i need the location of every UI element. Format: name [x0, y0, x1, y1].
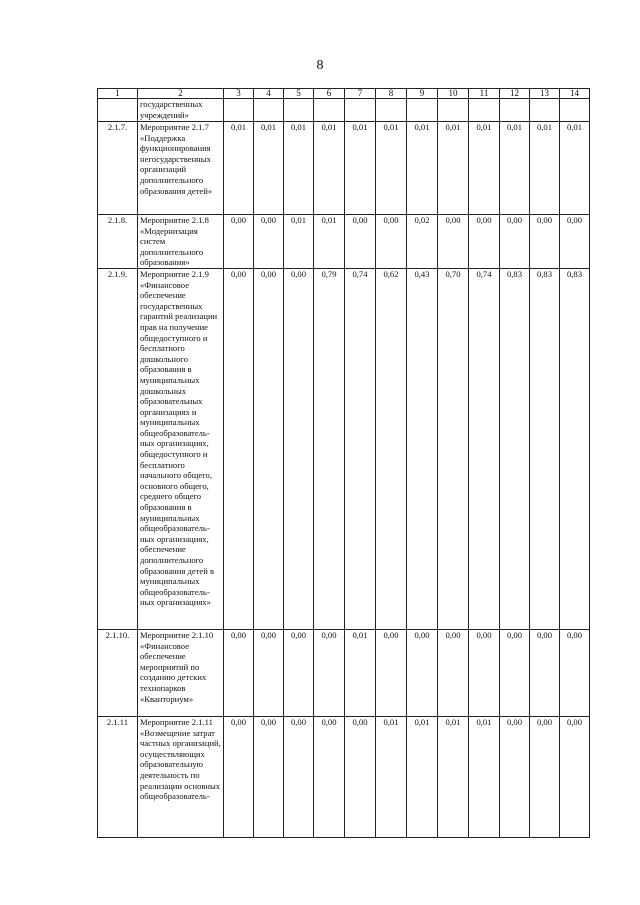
value-cell: 0,79	[314, 268, 345, 629]
value-cell: 0,01	[224, 122, 254, 215]
header-cell: 6	[314, 89, 345, 99]
value-cell: 0,00	[560, 215, 590, 269]
value-cell: 0,00	[560, 716, 590, 837]
value-cell: 0,00	[530, 629, 560, 716]
header-cell: 5	[284, 89, 314, 99]
table-row	[98, 716, 590, 837]
row-number-cell: 2.1.10.	[98, 629, 138, 716]
value-cell	[469, 99, 500, 122]
value-cell: 0,00	[530, 215, 560, 269]
header-cell: 7	[345, 89, 376, 99]
value-cell	[500, 99, 530, 122]
indicator-table	[97, 88, 590, 838]
value-cell: 0,00	[438, 629, 469, 716]
value-cell: 0,01	[438, 122, 469, 215]
value-cell: 0,01	[314, 122, 345, 215]
activity-name-cell: государственных учреждений»	[138, 99, 224, 122]
value-cell: 0,00	[500, 629, 530, 716]
value-cell: 0,01	[469, 716, 500, 837]
value-cell: 0,74	[469, 268, 500, 629]
value-cell: 0,00	[530, 716, 560, 837]
value-cell	[376, 99, 407, 122]
activity-name-cell: Мероприятие 2.1.7 «Поддержка функционирования негосударственных организаций дополнительного образования детей»	[138, 122, 224, 215]
value-cell: 0,01	[314, 215, 345, 269]
value-cell: 0,70	[438, 268, 469, 629]
value-cell: 0,00	[284, 629, 314, 716]
header-row	[98, 89, 590, 99]
header-cell: 11	[469, 89, 500, 99]
value-cell: 0,83	[530, 268, 560, 629]
value-cell: 0,01	[254, 122, 284, 215]
value-cell: 0,01	[469, 122, 500, 215]
value-cell: 0,00	[254, 268, 284, 629]
value-cell: 0,00	[224, 215, 254, 269]
header-cell: 10	[438, 89, 469, 99]
value-cell: 0,43	[407, 268, 438, 629]
value-cell: 0,01	[345, 629, 376, 716]
value-cell	[345, 99, 376, 122]
row-number-cell: 2.1.9.	[98, 268, 138, 629]
value-cell: 0,01	[438, 716, 469, 837]
header-cell: 12	[500, 89, 530, 99]
table-row	[98, 99, 590, 122]
value-cell	[438, 99, 469, 122]
value-cell: 0,01	[500, 122, 530, 215]
header-cell: 3	[224, 89, 254, 99]
value-cell: 0,01	[376, 716, 407, 837]
value-cell: 0,00	[314, 716, 345, 837]
table-row	[98, 215, 590, 269]
row-number-cell	[98, 99, 138, 122]
value-cell: 0,02	[407, 215, 438, 269]
value-cell: 0,00	[224, 716, 254, 837]
value-cell: 0,00	[224, 629, 254, 716]
row-number-cell: 2.1.7.	[98, 122, 138, 215]
value-cell: 0,00	[314, 629, 345, 716]
value-cell	[284, 99, 314, 122]
value-cell: 0,00	[254, 716, 284, 837]
value-cell: 0,00	[254, 215, 284, 269]
value-cell: 0,00	[469, 215, 500, 269]
value-cell: 0,83	[500, 268, 530, 629]
value-cell: 0,00	[345, 716, 376, 837]
value-cell: 0,00	[407, 629, 438, 716]
row-number-cell: 2.1.11	[98, 716, 138, 837]
value-cell: 0,00	[376, 629, 407, 716]
value-cell: 0,00	[560, 629, 590, 716]
activity-name-cell: Мероприятие 2.1.8 «Модернизация систем дополнительного образования»	[138, 215, 224, 269]
value-cell: 0,01	[407, 122, 438, 215]
value-cell: 0,00	[376, 215, 407, 269]
value-cell: 0,01	[407, 716, 438, 837]
header-cell: 8	[376, 89, 407, 99]
header-cell: 1	[98, 89, 138, 99]
value-cell: 0,00	[500, 716, 530, 837]
value-cell: 0,01	[530, 122, 560, 215]
value-cell	[254, 99, 284, 122]
value-cell	[224, 99, 254, 122]
value-cell: 0,01	[376, 122, 407, 215]
header-cell: 2	[138, 89, 224, 99]
activity-name-cell: Мероприятие 2.1.11 «Возмещение затрат частных организаций, осуществляющих образовательную деятельность по реализации основных общеобразователь-	[138, 716, 224, 837]
value-cell: 0,00	[284, 716, 314, 837]
row-number-cell: 2.1.8.	[98, 215, 138, 269]
value-cell: 0,00	[438, 215, 469, 269]
value-cell: 0,01	[284, 215, 314, 269]
value-cell: 0,00	[254, 629, 284, 716]
table-row	[98, 268, 590, 629]
value-cell	[314, 99, 345, 122]
header-cell: 14	[560, 89, 590, 99]
table-row	[98, 122, 590, 215]
value-cell: 0,00	[345, 215, 376, 269]
value-cell: 0,00	[469, 629, 500, 716]
value-cell: 0,00	[500, 215, 530, 269]
value-cell	[530, 99, 560, 122]
page-number: 8	[316, 58, 324, 73]
value-cell	[407, 99, 438, 122]
value-cell: 0,01	[560, 122, 590, 215]
header-cell: 9	[407, 89, 438, 99]
table-row	[98, 629, 590, 716]
header-cell: 4	[254, 89, 284, 99]
value-cell	[560, 99, 590, 122]
value-cell: 0,00	[284, 268, 314, 629]
header-cell: 13	[530, 89, 560, 99]
value-cell: 0,00	[224, 268, 254, 629]
value-cell: 0,01	[284, 122, 314, 215]
value-cell: 0,01	[345, 122, 376, 215]
value-cell: 0,83	[560, 268, 590, 629]
value-cell: 0,74	[345, 268, 376, 629]
activity-name-cell: Мероприятие 2.1.9 «Финансовое обеспечение государственных гарантий реализации прав на получение общедоступного и бесплатного дошкольного образования в муниципальных дошкольных образовательных организациях и муниципальных общеобразователь-ных организациях, общедоступного и бесплатного начального общего, основного общего, среднего общего образования в муниципальных общеобразователь-ных организациях, обеспечение дополнительного образования детей в муниципальных общеобразователь-ных организациях»	[138, 268, 224, 629]
activity-name-cell: Мероприятие 2.1.10 «Финансовое обеспечение мероприятий по созданию детских технопарков «Кванториум»	[138, 629, 224, 716]
value-cell: 0,62	[376, 268, 407, 629]
